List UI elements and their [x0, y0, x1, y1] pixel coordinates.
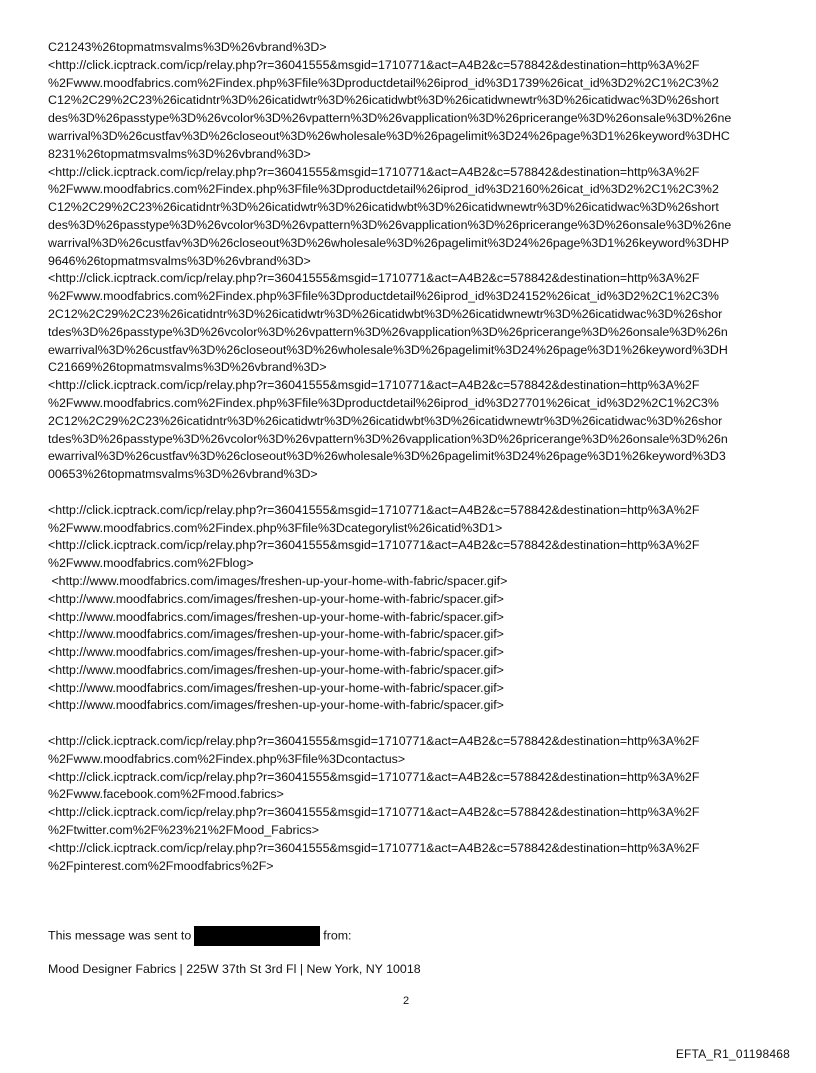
text-line: <http://www.moodfabrics.com/images/freshen-up-your-home-with-fabric/spacer.gif> [48, 609, 504, 624]
text-line: 2C12%2C29%2C23%26icatidntr%3D%26icatidwtr%3D%26icatidwbt%3D%26icatidwnewtr%3D%26icatidwac%3D%26shor [48, 413, 723, 428]
text-line: %2Fwww.moodfabrics.com%2Findex.php%3Ffile%3Dproductdetail%26iprod_id%3D1739%26icat_id%3D2%2C1%2C3%2 [48, 75, 719, 90]
paragraph-gap [48, 484, 773, 502]
text-line: tdes%3D%26passtype%3D%26vcolor%3D%26vpattern%3D%26vapplication%3D%26pricerange%3D%26onsale%3D%26n [48, 431, 728, 446]
text-line: des%3D%26passtype%3D%26vcolor%3D%26vpattern%3D%26vapplication%3D%26pricerange%3D%26onsale%3D%26ne [48, 217, 732, 232]
paragraph-gap [48, 715, 773, 733]
text-line: <http://click.icptrack.com/icp/relay.php?r=36041555&msgid=1710771&act=A4B2&c=578842&destination=http%3A%2F [48, 57, 700, 72]
text-line: %2Fwww.moodfabrics.com%2Findex.php%3Ffile%3Dproductdetail%26iprod_id%3D2160%26icat_id%3D2%2C1%2C3%2 [48, 182, 719, 197]
text-line: 00653%26topmatmsvalms%3D%26vbrand%3D> [48, 467, 318, 482]
text-line: %2Fwww.moodfabrics.com%2Findex.php%3Ffile%3Dproductdetail%26iprod_id%3D27701%26icat_id%3D2%2C1%2C3% [48, 395, 719, 410]
text-line: warrival%3D%26custfav%3D%26closeout%3D%26wholesale%3D%26pagelimit%3D24%26page%3D1%26keyword%3DHC [48, 128, 730, 143]
text-line: <http://www.moodfabrics.com/images/freshen-up-your-home-with-fabric/spacer.gif> [48, 662, 504, 677]
sent-to-suffix: from: [323, 928, 352, 943]
text-line: <http://click.icptrack.com/icp/relay.php?r=36041555&msgid=1710771&act=A4B2&c=578842&destination=http%3A%2F [48, 840, 700, 855]
text-line: %2Fwww.moodfabrics.com%2Findex.php%3Ffile%3Dproductdetail%26iprod_id%3D24152%26icat_id%3D2%2C1%2C3% [48, 289, 719, 304]
email-body [48, 39, 773, 875]
text-line: <http://click.icptrack.com/icp/relay.php?r=36041555&msgid=1710771&act=A4B2&c=578842&destination=http%3A%2F [48, 164, 700, 179]
text-line: %2Fpinterest.com%2Fmoodfabrics%2F> [48, 858, 274, 873]
text-line: <http://click.icptrack.com/icp/relay.php?r=36041555&msgid=1710771&act=A4B2&c=578842&destination=http%3A%2F [48, 538, 700, 553]
text-line: 8231%26topmatmsvalms%3D%26vbrand%3D> [48, 146, 311, 161]
text-line: C21669%26topmatmsvalms%3D%26vbrand%3D> [48, 360, 327, 375]
text-line: <http://click.icptrack.com/icp/relay.php?r=36041555&msgid=1710771&act=A4B2&c=578842&destination=http%3A%2F [48, 378, 700, 393]
text-line: %2Fwww.moodfabrics.com%2Findex.php%3Ffile%3Dcategorylist%26icatid%3D1> [48, 520, 503, 535]
footer-address: Mood Designer Fabrics | 225W 37th St 3rd Fl | New York, NY 10018 [48, 962, 421, 976]
text-line: %2Fwww.facebook.com%2Fmood.fabrics> [48, 787, 284, 802]
text-line: <http://www.moodfabrics.com/images/freshen-up-your-home-with-fabric/spacer.gif> [48, 627, 504, 642]
text-line: <http://click.icptrack.com/icp/relay.php?r=36041555&msgid=1710771&act=A4B2&c=578842&destination=http%3A%2F [48, 734, 700, 749]
text-line: C21243%26topmatmsvalms%3D%26vbrand%3D> [48, 40, 327, 54]
text-line: <http://www.moodfabrics.com/images/freshen-up-your-home-with-fabric/spacer.gif> [48, 645, 504, 660]
text-line: <http://www.moodfabrics.com/images/freshen-up-your-home-with-fabric/spacer.gif> [48, 573, 508, 588]
bates-number: EFTA_R1_01198468 [675, 1047, 790, 1061]
page-number: 2 [403, 995, 410, 1007]
text-line: des%3D%26passtype%3D%26vcolor%3D%26vpattern%3D%26vapplication%3D%26pricerange%3D%26onsale%3D%26ne [48, 111, 732, 126]
text-line: <http://www.moodfabrics.com/images/freshen-up-your-home-with-fabric/spacer.gif> [48, 680, 504, 695]
text-line: warrival%3D%26custfav%3D%26closeout%3D%26wholesale%3D%26pagelimit%3D24%26page%3D1%26keyword%3DHP [48, 235, 730, 250]
sent-to-line [48, 926, 351, 946]
redaction-box [194, 926, 320, 946]
sent-to-prefix: This message was sent to [48, 928, 192, 943]
text-line: %2Fwww.moodfabrics.com%2Findex.php%3Ffile%3Dcontactus> [48, 751, 406, 766]
text-line: <http://click.icptrack.com/icp/relay.php?r=36041555&msgid=1710771&act=A4B2&c=578842&destination=http%3A%2F [48, 271, 700, 286]
text-line: %2Fwww.moodfabrics.com%2Fblog> [48, 556, 254, 571]
text-line: 2C12%2C29%2C23%26icatidntr%3D%26icatidwtr%3D%26icatidwbt%3D%26icatidwnewtr%3D%26icatidwac%3D%26shor [48, 306, 723, 321]
text-line: C12%2C29%2C23%26icatidntr%3D%26icatidwtr%3D%26icatidwbt%3D%26icatidwnewtr%3D%26icatidwac%3D%26short [48, 93, 719, 108]
text-line: 9646%26topmatmsvalms%3D%26vbrand%3D> [48, 253, 311, 268]
text-line: <http://www.moodfabrics.com/images/freshen-up-your-home-with-fabric/spacer.gif> [48, 591, 504, 606]
text-line: tdes%3D%26passtype%3D%26vcolor%3D%26vpattern%3D%26vapplication%3D%26pricerange%3D%26onsale%3D%26n [48, 324, 728, 339]
text-line: ewarrival%3D%26custfav%3D%26closeout%3D%26wholesale%3D%26pagelimit%3D24%26page%3D1%26keyword%3D3 [48, 449, 726, 464]
text-line: %2Ftwitter.com%2F%23%21%2FMood_Fabrics> [48, 823, 319, 838]
text-line: <http://click.icptrack.com/icp/relay.php?r=36041555&msgid=1710771&act=A4B2&c=578842&destination=http%3A%2F [48, 805, 700, 820]
text-line: <http://www.moodfabrics.com/images/freshen-up-your-home-with-fabric/spacer.gif> [48, 698, 504, 713]
text-line: C12%2C29%2C23%26icatidntr%3D%26icatidwtr%3D%26icatidwbt%3D%26icatidwnewtr%3D%26icatidwac%3D%26short [48, 200, 719, 215]
text-line: <http://click.icptrack.com/icp/relay.php?r=36041555&msgid=1710771&act=A4B2&c=578842&destination=http%3A%2F [48, 769, 700, 784]
text-line: <http://click.icptrack.com/icp/relay.php?r=36041555&msgid=1710771&act=A4B2&c=578842&destination=http%3A%2F [48, 502, 700, 517]
text-line: ewarrival%3D%26custfav%3D%26closeout%3D%26wholesale%3D%26pagelimit%3D24%26page%3D1%26keyword%3DH [48, 342, 728, 357]
